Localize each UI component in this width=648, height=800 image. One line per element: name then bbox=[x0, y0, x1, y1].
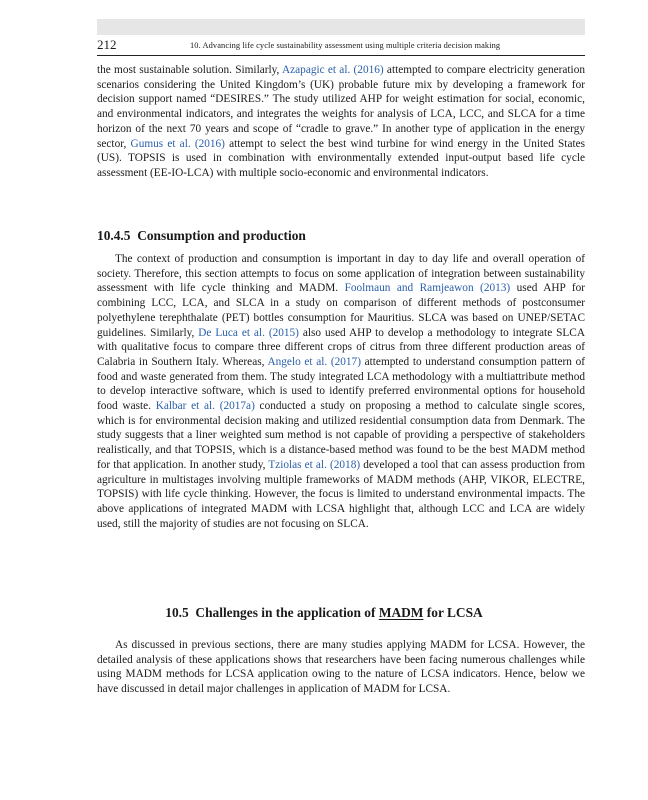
citation-azapagic-2016[interactable]: Azapagic et al. (2016) bbox=[282, 64, 384, 76]
section-title-madm: MADM bbox=[378, 605, 424, 620]
paragraph-consumption: The context of production and consumption is important in day to day life and overall operation of society. Therefore, this section attempts to focus on some application of integration between sustainability assessment with life cycle thinking and MADM. Foolmaun and Ramjeawon (2013) used AHP for combining LCC, LCA, and SLCA in a study on comparison of different methods of postconsumer polyethylene terephthalate (PET) bottles consumption for Mauritius. SLCA was based on UNEP/SETAC guidelines. Similarly, De Luca et al. (2015) also used AHP to develop a methodology to integrate SLCA with qualitative focus to compare three different crops of citrus from three different production areas of Calabria in Southern Italy. Whereas, Angelo et al. (2017) attempted to understand consumption pattern of food and waste generated from them. The study integrated LCA methodology with a multiattribute method to develop interactive software, which is used to identify preferred environmental options for household food waste. Kalbar et al. (2017a) conducted a study on proposing a method to calculate single scores, which is for environmental decision making and utilized residential consumption data from Denmark. The study suggests that a liner weighted sum method is not capable of providing a perspective of stakeholders realistically, and that TOPSIS, which is a distance-based method was found to be the best MADM method for that application. In another study, Tziolas et al. (2018) developed a tool that can assess production from agriculture in multistages involving multiple frameworks of MADM methods (AHP, VIKOR, ELECTRE, TOPSIS) with life cycle thinking. However, the focus is limited to understand environmental impacts. The above applications of integrated MADM with LCSA highlight that, although LCC and LCA are widely used, still the majority of studies are not focusing on SLCA. bbox=[97, 253, 586, 530]
subsection-number: 10.4.5 bbox=[97, 228, 131, 243]
citation-foolmaun-2013[interactable]: Foolmaun and Ramjeawon (2013) bbox=[344, 282, 511, 295]
page-number: 212 bbox=[97, 37, 117, 52]
citation-angelo-2017[interactable]: Angelo et al. (2017) bbox=[267, 355, 361, 368]
section-number: 10.5 bbox=[165, 605, 189, 620]
citation-tziolas-2018[interactable]: Tziolas et al. (2018) bbox=[268, 458, 361, 471]
citation-kalbar-2017a[interactable]: Kalbar et al. (2017a) bbox=[155, 400, 255, 413]
running-head: 10. Advancing life cycle sustainability assessment using multiple criteria decision making bbox=[190, 41, 501, 50]
header-bar bbox=[97, 19, 585, 35]
header-rule bbox=[97, 55, 585, 56]
section-heading: 10.5 Challenges in the application of MADM for LCSA bbox=[165, 605, 483, 620]
citation-deluca-2015[interactable]: De Luca et al. (2015) bbox=[198, 326, 299, 339]
subsection-heading bbox=[97, 228, 306, 244]
citation-gumus-2016[interactable]: Gumus et al. (2016) bbox=[130, 137, 225, 150]
subsection-title: Consumption and production bbox=[137, 228, 306, 243]
paragraph-challenges: As discussed in previous sections, there are many studies applying MADM for LCSA. However, the detailed analysis of these applications shows that researchers have been facing numerous challenges while using MADM methods for LCSA application owing to the nature of LCSA indicators. Hence, below we have discussed in detail major challenges in application of MADM for LCSA. bbox=[97, 639, 585, 696]
paragraph-energy: the most sustainable solution. Similarly, Azapagic et al. (2016) attempted to compare electricity generation scenarios considering the United Kingdom’s (UK) probable future mix by developing a framework for decision support named “DESIRES.” The study utilized AHP for weight estimation for social, economic, and environmental indicators, and integrates the weights for analysis of LCA, LCC, and SLCA for a time horizon of the next 70 years and scope of “cradle to grave.” In another type of application in the energy sector, Gumus et al. (2016) attempt to select the best wind turbine for wind energy in the United States (US). TOPSIS is used in combination with environmentally extended input-output based life cycle assessment (EE-IO-LCA) with multiple socio-economic and environmental indicators. bbox=[97, 64, 586, 179]
